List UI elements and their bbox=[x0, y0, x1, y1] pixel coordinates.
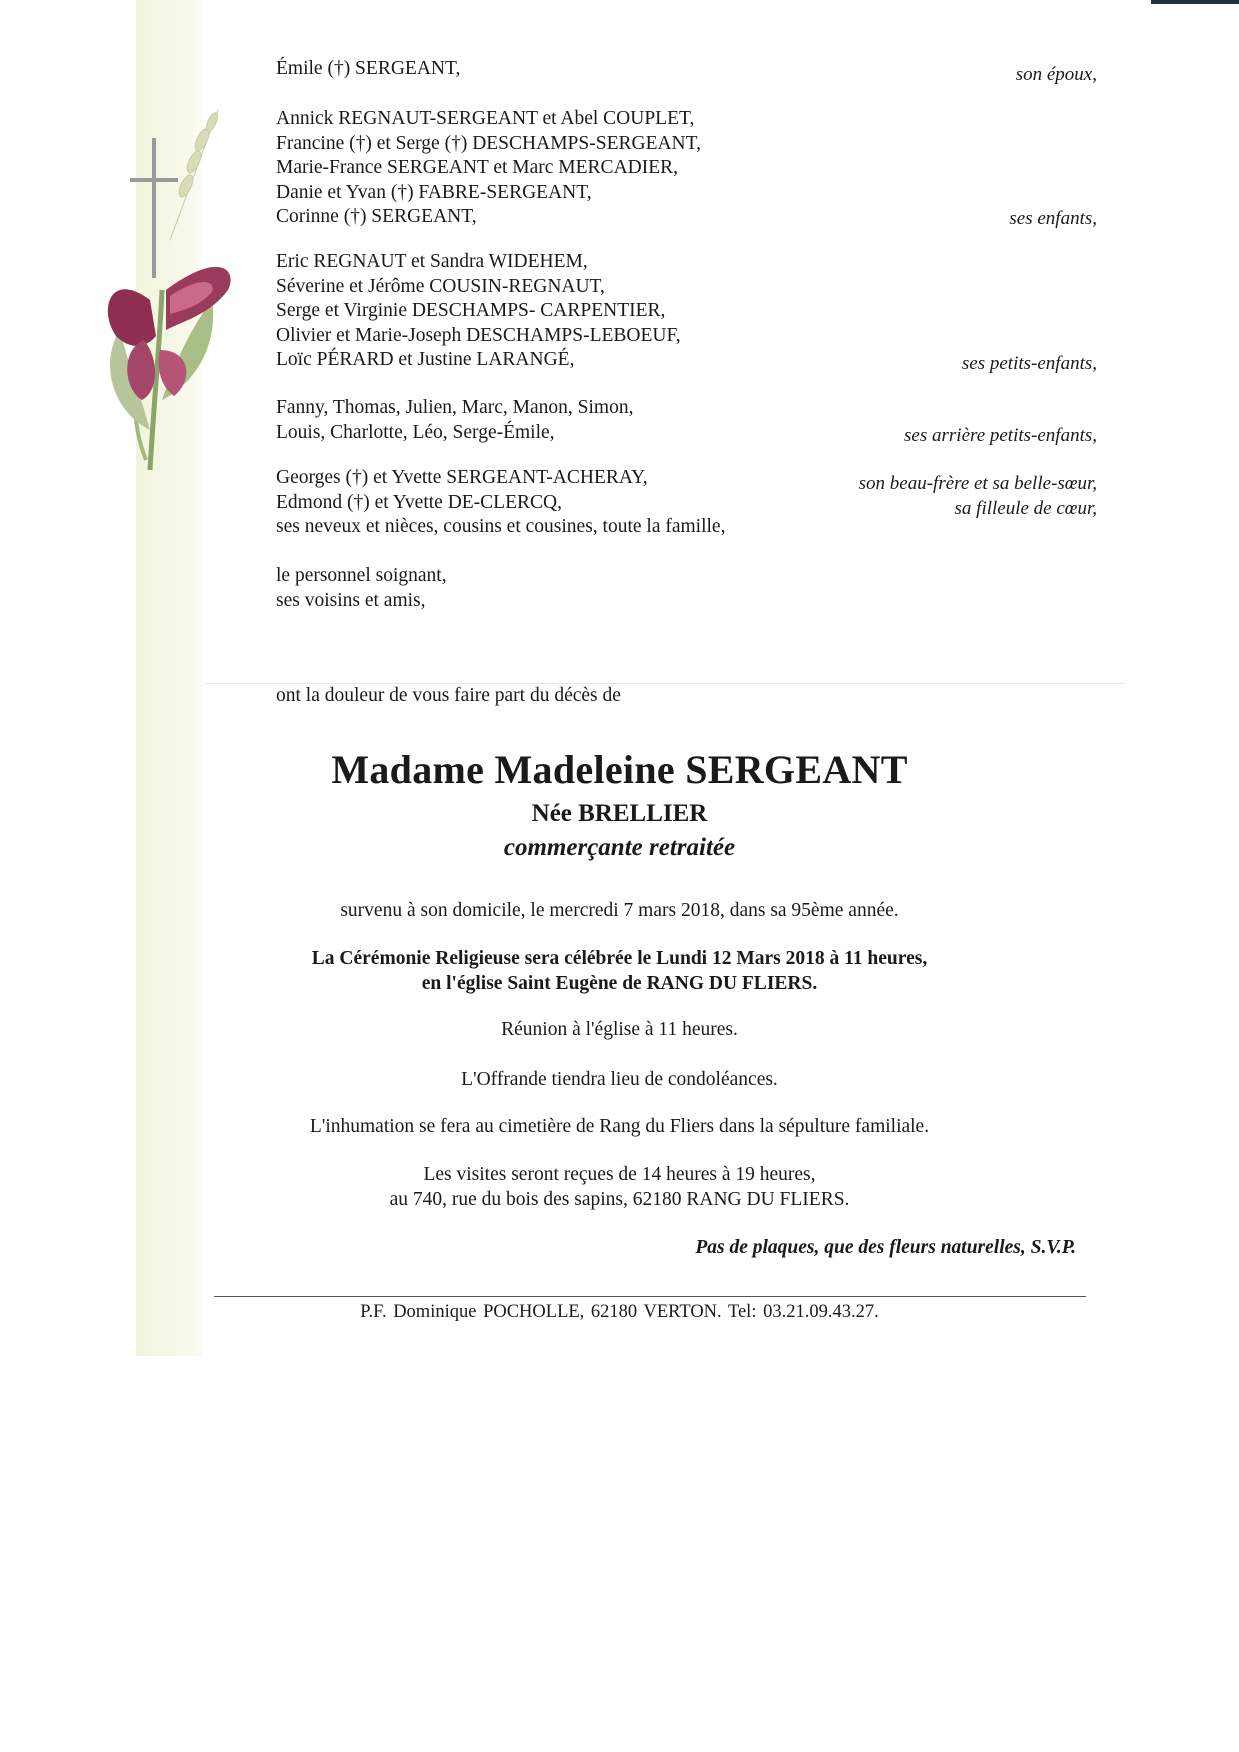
death-statement: survenu à son domicile, le mercredi 7 mars 2018, dans sa 95ème année. bbox=[340, 900, 899, 921]
cross-icon bbox=[130, 138, 178, 278]
role-in-laws bbox=[859, 472, 1097, 521]
children-names bbox=[276, 107, 701, 230]
role-line: son beau-frère et sa belle-sœur, bbox=[858, 473, 1097, 494]
name-line: Fanny, Thomas, Julien, Marc, Manon, Simon, bbox=[276, 397, 634, 418]
meeting-info: Réunion à l'église à 11 heures. bbox=[501, 1019, 738, 1040]
role-husband: son époux, bbox=[1015, 64, 1097, 85]
role-great-grandchildren: ses arrière petits-enfants, bbox=[904, 425, 1097, 446]
footer-divider bbox=[214, 1296, 1086, 1297]
name-line: ses neveux et nièces, cousins et cousines, toute la famille, bbox=[276, 516, 726, 537]
name-line: Olivier et Marie-Joseph DESCHAMPS-LEBOEUF, bbox=[276, 324, 681, 346]
name-line: Danie et Yvan (†) FABRE-SERGEANT, bbox=[276, 181, 592, 203]
deceased-name: Madame Madeleine SERGEANT bbox=[331, 747, 908, 792]
name-line: Annick REGNAUT-SERGEANT et Abel COUPLET, bbox=[276, 108, 695, 129]
name-line: ses voisins et amis, bbox=[276, 589, 426, 611]
ceremony-line: en l'église Saint Eugène de RANG DU FLIERS. bbox=[421, 972, 818, 994]
visits-line: au 740, rue du bois des sapins, 62180 RANG DU FLIERS. bbox=[389, 1188, 850, 1210]
wheat-icon bbox=[170, 110, 220, 240]
name-line: Edmond (†) et Yvette DE-CLERCQ, bbox=[276, 491, 562, 513]
flowers-note: Pas de plaques, que des fleurs naturelles, S.V.P. bbox=[695, 1237, 1076, 1258]
role-children: ses enfants, bbox=[1009, 208, 1097, 229]
offering-info: L'Offrande tiendra lieu de condoléances. bbox=[461, 1069, 778, 1090]
ceremony-details bbox=[0, 947, 1239, 996]
name-line: Georges (†) et Yvette SERGEANT-ACHERAY, bbox=[276, 467, 648, 488]
birth-name: Née BRELLIER bbox=[531, 800, 708, 827]
name-line: Corinne (†) SERGEANT, bbox=[276, 206, 477, 227]
name-line: Marie-France SERGEANT et Marc MERCADIER, bbox=[276, 157, 679, 178]
announcement-intro: ont la douleur de vous faire part du décès de bbox=[276, 685, 621, 706]
name-line: Francine (†) et Serge (†) DESCHAMPS-SERGEANT, bbox=[276, 132, 701, 154]
role-line: sa filleule de cœur, bbox=[954, 497, 1097, 519]
occupation: commerçante retraitée bbox=[503, 834, 736, 861]
name-line: Eric REGNAUT et Sandra WIDEHEM, bbox=[276, 251, 588, 272]
burial-info: L'inhumation se fera au cimetière de Rang du Fliers dans la sépulture familiale. bbox=[309, 1116, 930, 1137]
floral-decoration bbox=[90, 100, 240, 480]
name-line: Louis, Charlotte, Léo, Serge-Émile, bbox=[276, 421, 555, 443]
name-line: le personnel soignant, bbox=[276, 565, 447, 586]
scan-edge-mark bbox=[1151, 0, 1239, 4]
calla-lily-illustration bbox=[108, 267, 231, 470]
great-grandchildren-names bbox=[276, 396, 633, 445]
name-line: Séverine et Jérôme COUSIN-REGNAUT, bbox=[276, 275, 605, 297]
name-line: Loïc PÉRARD et Justine LARANGÉ, bbox=[276, 349, 575, 370]
name-line: Émile (†) SERGEANT, bbox=[276, 58, 461, 79]
husband-names bbox=[276, 57, 460, 82]
grandchildren-names bbox=[276, 250, 681, 373]
visits-info bbox=[0, 1163, 1239, 1212]
ceremony-line: La Cérémonie Religieuse sera célébrée le Lundi 12 Mars 2018 à 11 heures, bbox=[311, 948, 928, 969]
fold-line bbox=[205, 683, 1125, 684]
others-names bbox=[276, 564, 447, 613]
in-laws-names bbox=[276, 466, 725, 540]
role-grandchildren: ses petits-enfants, bbox=[961, 353, 1097, 374]
visits-line: Les visites seront reçues de 14 heures à 19 heures, bbox=[423, 1164, 816, 1185]
funeral-home-footer: P.F. Dominique POCHOLLE, 62180 VERTON. Tel: 03.21.09.43.27. bbox=[360, 1302, 879, 1322]
name-line: Serge et Virginie DESCHAMPS- CARPENTIER, bbox=[276, 300, 666, 321]
